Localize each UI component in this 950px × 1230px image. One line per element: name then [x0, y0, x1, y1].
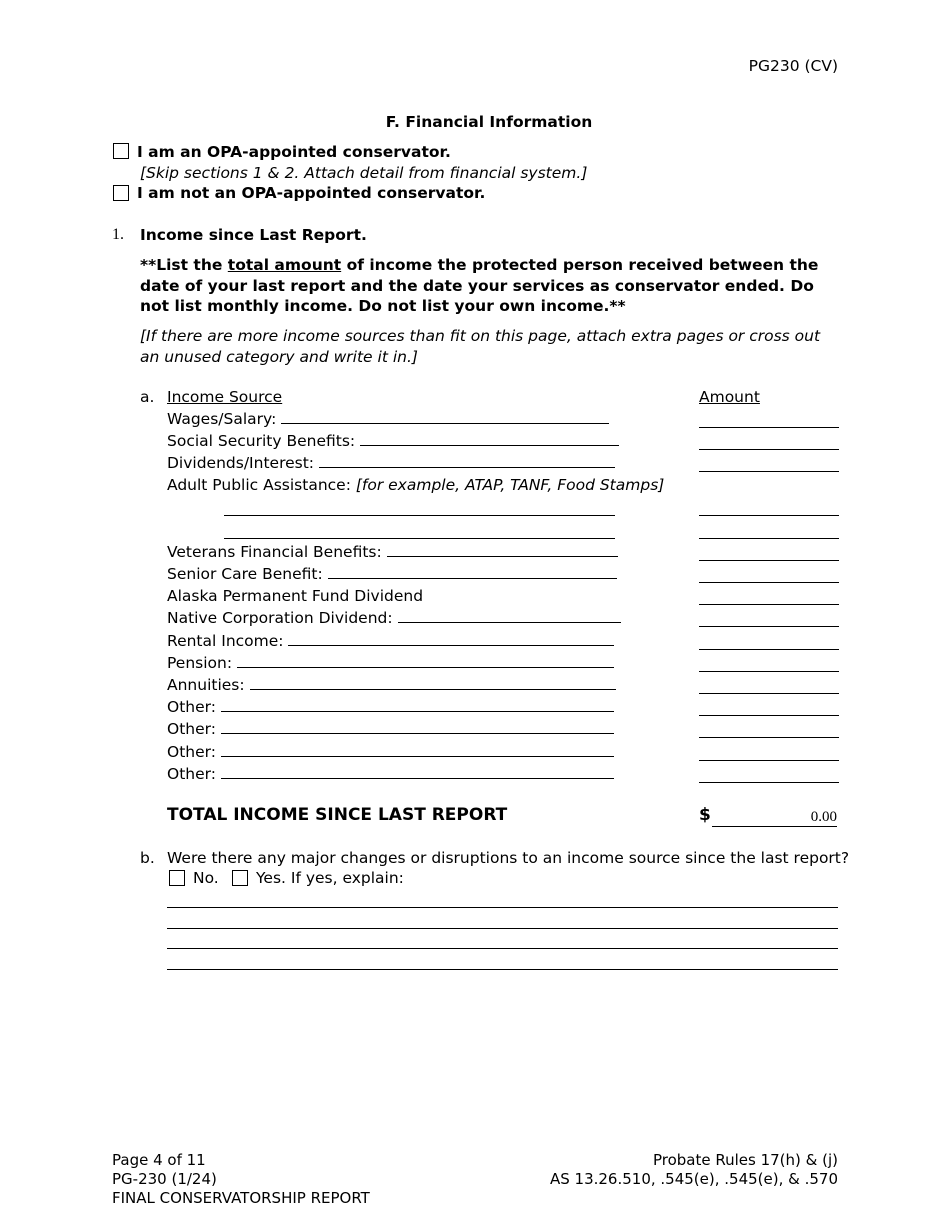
native-corp-amount-field[interactable]	[699, 626, 839, 627]
adult-assistance-label: Adult Public Assistance:	[167, 476, 356, 494]
annuities-label: Annuities:	[167, 676, 245, 694]
income-note: [If there are more income sources than fit on this page, attach extra pages or cross out an unused category and write it in.]	[140, 327, 821, 366]
adult-assistance-row	[167, 475, 664, 495]
adult-assistance-amount-1[interactable]	[699, 515, 839, 516]
other-row-2	[167, 719, 614, 739]
footer-form-version: PG-230 (1/24)	[112, 1170, 217, 1188]
annuities-row	[167, 675, 616, 695]
opa-yes-note: [Skip sections 1 & 2. Attach detail from financial system.]	[140, 164, 588, 182]
footer-rules: Probate Rules 17(h) & (j)	[652, 1151, 838, 1169]
native-corp-row	[167, 608, 621, 628]
social-security-label: Social Security Benefits:	[167, 432, 356, 450]
native-corp-label: Native Corporation Dividend:	[167, 609, 393, 627]
pension-row	[167, 653, 614, 673]
income-instructions: **List the total amount of income the protected person received between the date of your last report and the date your services as conservator ended. Do not list monthly income. Do not list your own income.**	[140, 256, 819, 315]
footer-form-title: FINAL CONSERVATORSHIP REPORT	[112, 1189, 370, 1207]
other-source-field-1[interactable]	[221, 711, 614, 712]
social-security-source-field[interactable]	[360, 445, 619, 446]
annuities-amount-field[interactable]	[699, 693, 839, 694]
dividends-source-field[interactable]	[319, 467, 615, 468]
veterans-row	[167, 542, 618, 562]
senior-care-label: Senior Care Benefit:	[167, 565, 323, 583]
social-security-row	[167, 431, 619, 451]
explain-line-1[interactable]	[167, 907, 838, 908]
pfd-row	[167, 586, 423, 606]
income-source-header: Income Source	[167, 388, 283, 406]
item-title: Income since Last Report.	[140, 226, 367, 244]
other-row-3	[167, 742, 614, 762]
other-label: Other:	[167, 720, 216, 738]
other-amount-field-3[interactable]	[699, 760, 839, 761]
adult-assistance-field-2[interactable]	[224, 538, 615, 539]
footer-statutes: AS 13.26.510, .545(e), .545(e), & .570	[549, 1170, 838, 1188]
dividends-row	[167, 453, 615, 473]
explain-line-4[interactable]	[167, 969, 838, 970]
pension-source-field[interactable]	[237, 667, 614, 668]
subsection-letter-a: a.	[140, 388, 155, 406]
changes-no-label: No.	[193, 869, 219, 887]
opa-no-label: I am not an OPA-appointed conservator.	[137, 184, 486, 202]
changes-question: Were there any major changes or disruptions to an income source since the last report?	[167, 849, 850, 867]
adult-assistance-field-1[interactable]	[224, 515, 615, 516]
footer-page: Page 4 of 11	[112, 1151, 206, 1169]
wages-label: Wages/Salary:	[167, 410, 277, 428]
senior-care-source-field[interactable]	[328, 578, 617, 579]
other-source-field-3[interactable]	[221, 756, 614, 757]
amount-header: Amount	[699, 388, 760, 406]
changes-no-checkbox[interactable]	[169, 870, 185, 886]
pension-label: Pension:	[167, 654, 233, 672]
veterans-source-field[interactable]	[387, 556, 618, 557]
wages-row	[167, 409, 609, 429]
total-currency: $	[699, 805, 711, 825]
form-code: PG230 (CV)	[748, 57, 838, 75]
pension-amount-field[interactable]	[699, 671, 839, 672]
senior-care-amount-field[interactable]	[699, 582, 839, 583]
explain-line-2[interactable]	[167, 928, 838, 929]
rental-source-field[interactable]	[288, 645, 614, 646]
other-row-1	[167, 697, 614, 717]
rental-label: Rental Income:	[167, 632, 284, 650]
other-label: Other:	[167, 765, 216, 783]
other-amount-field-4[interactable]	[699, 782, 839, 783]
total-income-value[interactable]: 0.00	[712, 809, 837, 827]
dividends-label: Dividends/Interest:	[167, 454, 315, 472]
veterans-label: Veterans Financial Benefits:	[167, 543, 382, 561]
adult-assistance-amount-2[interactable]	[699, 538, 839, 539]
other-row-4	[167, 764, 614, 784]
changes-yes-checkbox[interactable]	[232, 870, 248, 886]
changes-yes-label: Yes. If yes, explain:	[256, 869, 404, 887]
opa-yes-checkbox[interactable]	[113, 143, 129, 159]
other-label: Other:	[167, 743, 216, 761]
opa-no-checkbox[interactable]	[113, 185, 129, 201]
other-amount-field-2[interactable]	[699, 737, 839, 738]
annuities-source-field[interactable]	[250, 689, 616, 690]
wages-source-field[interactable]	[281, 423, 609, 424]
other-source-field-4[interactable]	[221, 778, 614, 779]
veterans-amount-field[interactable]	[699, 560, 839, 561]
adult-assistance-note: [for example, ATAP, TANF, Food Stamps]	[355, 476, 665, 494]
pfd-amount-field[interactable]	[699, 604, 839, 605]
native-corp-source-field[interactable]	[398, 622, 621, 623]
dividends-amount-field[interactable]	[699, 471, 839, 472]
item-number: 1.	[112, 226, 124, 243]
social-security-amount-field[interactable]	[699, 449, 839, 450]
rental-amount-field[interactable]	[699, 649, 839, 650]
section-title: F. Financial Information	[385, 113, 593, 131]
pfd-label: Alaska Permanent Fund Dividend	[167, 587, 424, 605]
other-label: Other:	[167, 698, 216, 716]
senior-care-row	[167, 564, 617, 584]
wages-amount-field[interactable]	[699, 427, 839, 428]
other-amount-field-1[interactable]	[699, 715, 839, 716]
opa-yes-label: I am an OPA-appointed conservator.	[137, 143, 451, 161]
rental-row	[167, 631, 614, 651]
total-income-label: TOTAL INCOME SINCE LAST REPORT	[167, 805, 508, 825]
subsection-letter-b: b.	[140, 849, 155, 867]
other-source-field-2[interactable]	[221, 733, 614, 734]
explain-line-3[interactable]	[167, 948, 838, 949]
